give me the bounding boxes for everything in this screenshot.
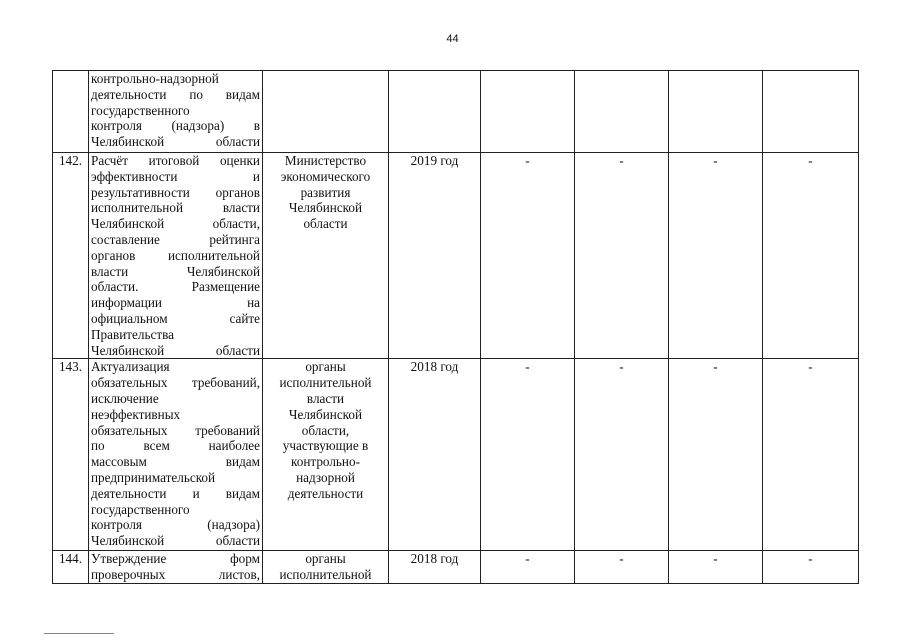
executor <box>263 71 389 153</box>
indicator-cell: - <box>669 551 763 584</box>
measure-name-line: Правительства <box>91 326 174 342</box>
executor-line: власти <box>306 390 345 406</box>
term: 2018 год <box>389 359 481 551</box>
indicator-cell: - <box>763 359 859 551</box>
term: 2018 год <box>389 551 481 584</box>
executor-line: экономического <box>280 168 371 184</box>
indicator-cell: - <box>481 359 575 551</box>
measure-name-line: неэффективных <box>91 406 181 422</box>
measure-name-line: Челябинской области <box>91 342 260 358</box>
measure-name-line: официальном сайте <box>91 310 260 326</box>
measure-name-line: деятельности и видам <box>91 485 260 501</box>
executor <box>263 153 389 359</box>
indicator-cell <box>575 71 669 153</box>
indicator-cell: - <box>481 153 575 359</box>
measure-name-line: массовым видам <box>91 454 260 470</box>
indicator-cell <box>481 71 575 153</box>
table-row <box>53 359 859 551</box>
measure-name-line: области. Размещение <box>91 279 260 295</box>
indicator-cell: - <box>575 551 669 584</box>
indicator-cell: - <box>763 551 859 584</box>
table-row <box>53 153 859 359</box>
indicator-cell: - <box>669 153 763 359</box>
measure-name-line: контроля (надзора) <box>91 517 260 533</box>
indicator-cell: - <box>763 153 859 359</box>
executor-line: Министерство <box>284 153 367 168</box>
measure-name-line: обязательных требований, <box>91 375 260 391</box>
measures-table <box>52 70 859 584</box>
executor-line: органы <box>305 551 346 567</box>
executor-line: исполнительной <box>279 375 372 391</box>
executor-line: развития <box>300 184 351 200</box>
measure-name-line: предпринимательской <box>91 469 216 485</box>
measure-name <box>89 359 263 551</box>
measure-name-line: власти Челябинской <box>91 263 260 279</box>
executor <box>263 359 389 551</box>
measure-name-line: информации на <box>91 295 260 311</box>
executor-line: исполнительной <box>279 567 372 583</box>
measure-name-line: Челябинской области <box>91 134 260 150</box>
measure-name-line: Расчёт итоговой оценки <box>91 153 260 168</box>
measure-name-line: исключение <box>91 390 159 406</box>
row-number: 144. <box>53 551 89 584</box>
executor-line: Челябинской <box>288 200 363 216</box>
measure-name-line: результативности органов <box>91 184 260 200</box>
measure-name-line: эффективности и <box>91 168 260 184</box>
measure-name-line: Актуализация <box>91 359 170 375</box>
indicator-cell: - <box>669 359 763 551</box>
indicator-cell: - <box>481 551 575 584</box>
measure-name-line: органов исполнительной <box>91 247 260 263</box>
row-number <box>53 71 89 153</box>
measure-name <box>89 153 263 359</box>
measure-name-line: составление рейтинга <box>91 231 260 247</box>
executor-line: области, <box>301 422 350 438</box>
executor-line: области <box>303 216 348 232</box>
executor-line: надзорной <box>296 469 355 485</box>
measure-name-line: Челябинской области <box>91 533 260 549</box>
measure-name <box>89 551 263 584</box>
measure-name-line: контрольно-надзорной <box>91 71 219 86</box>
indicator-cell <box>669 71 763 153</box>
measure-name-line: деятельности по видам <box>91 86 260 102</box>
table-row <box>53 551 859 584</box>
measure-name-line: Челябинской области, <box>91 216 260 232</box>
measure-name-line: проверочных листов, <box>91 567 260 583</box>
row-number: 143. <box>53 359 89 551</box>
executor-line: контрольно- <box>291 454 360 470</box>
measure-name-line: контроля (надзора) в <box>91 118 260 134</box>
measure-name-line: исполнительной власти <box>91 200 260 216</box>
term: 2019 год <box>389 153 481 359</box>
measure-name-line: государственного <box>91 501 190 517</box>
executor-line: органы <box>305 359 346 375</box>
row-number: 142. <box>53 153 89 359</box>
footer-rule <box>44 633 114 634</box>
executor-line: участвующие в <box>282 438 369 454</box>
term <box>389 71 481 153</box>
indicator-cell <box>763 71 859 153</box>
measure-name-line: Утверждение форм <box>91 551 260 567</box>
measure-name-line: обязательных требований <box>91 422 260 438</box>
indicator-cell: - <box>575 153 669 359</box>
executor-line: деятельности <box>287 485 364 501</box>
table-row <box>53 71 859 153</box>
measure-name-line: по всем наиболее <box>91 438 260 454</box>
measure-name-line: государственного <box>91 102 190 118</box>
measure-name <box>89 71 263 153</box>
page-number: 44 <box>446 33 459 45</box>
executor-line: Челябинской <box>288 406 363 422</box>
indicator-cell: - <box>575 359 669 551</box>
executor <box>263 551 389 584</box>
